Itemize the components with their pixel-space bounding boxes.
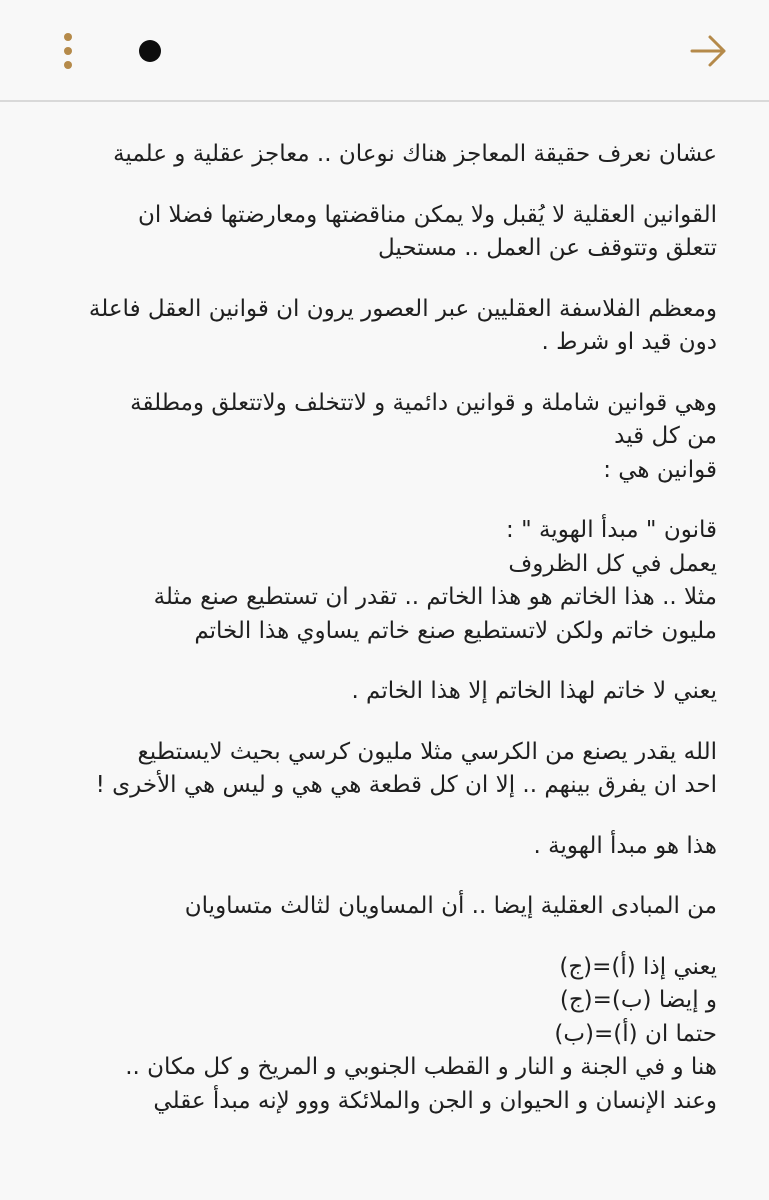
text-line: القوانين العقلية لا يُقبل ولا يمكن مناقضتها ومعارضتها فضلا ان (137, 201, 717, 228)
paragraph (37, 830, 717, 864)
paragraph (37, 675, 717, 709)
forward-button[interactable] (688, 30, 730, 72)
more-vertical-icon (64, 61, 72, 69)
text-line: و إيضا (ب)=(ج) (559, 987, 717, 1013)
text-line: من كل قيد (614, 423, 717, 449)
text-line: حتما ان (أ)=(ب) (554, 1020, 717, 1047)
text-line: عشان نعرف حقيقة المعاجز هناك نوعان .. معاجز عقلية و علمية (113, 141, 717, 167)
text-line: الله يقدر يصنع من الكرسي مثلا مليون كرسي بحيث لايستطيع (137, 738, 717, 765)
paragraph (37, 293, 717, 360)
paragraph (37, 514, 717, 648)
record-dot-icon (139, 40, 161, 62)
paragraph (37, 951, 717, 1119)
text-line: قوانين هي : (603, 456, 717, 483)
text-line: هنا و في الجنة و النار و القطب الجنوبي و المريخ و كل مكان .. (125, 1054, 717, 1080)
more-vertical-icon (64, 47, 72, 55)
paragraph (37, 736, 717, 803)
more-options-button[interactable] (50, 30, 86, 72)
text-line: دون قيد او شرط . (541, 329, 717, 355)
text-line: قانون " مبدأ الهوية " : (506, 517, 717, 543)
text-line: ومعظم الفلاسفة العقليين عبر العصور يرون ان قوانين العقل فاعلة (88, 295, 717, 322)
note-body (37, 138, 717, 1145)
arrow-forward-icon (688, 30, 730, 72)
text-line: يعمل في كل الظروف (508, 550, 717, 577)
text-line: وهي قوانين شاملة و قوانين دائمية و لاتتخلف ولاتتعلق ومطلقة (130, 389, 717, 416)
paragraph (37, 199, 717, 266)
top-app-bar (0, 0, 769, 102)
paragraph (37, 138, 717, 172)
text-line: يعني لا خاتم لهذا الخاتم إلا هذا الخاتم . (351, 678, 717, 704)
text-line: هذا هو مبدأ الهوية . (533, 832, 717, 859)
text-line: مثلا .. هذا الخاتم هو هذا الخاتم .. تقدر ان تستطيع صنع مثلة (153, 584, 717, 610)
text-line: يعني إذا (أ)=(ج) (559, 953, 717, 980)
text-line: تتعلق وتتوقف عن العمل .. مستحيل (378, 235, 717, 261)
text-line: من المبادى العقلية إيضا .. أن المساويان لثالث متساويان (184, 893, 717, 919)
paragraph (37, 387, 717, 488)
more-vertical-icon (64, 33, 72, 41)
text-line: وعند الإنسان و الحيوان و الجن والملائكة ووو لإنه مبدأ عقلي (153, 1087, 717, 1114)
paragraph (37, 890, 717, 924)
text-line: احد ان يفرق بينهم .. إلا ان كل قطعة هي هي و ليس هي الأخرى ! (95, 772, 717, 798)
text-line: مليون خاتم ولكن لاتستطيع صنع خاتم يساوي هذا الخاتم (194, 617, 717, 644)
